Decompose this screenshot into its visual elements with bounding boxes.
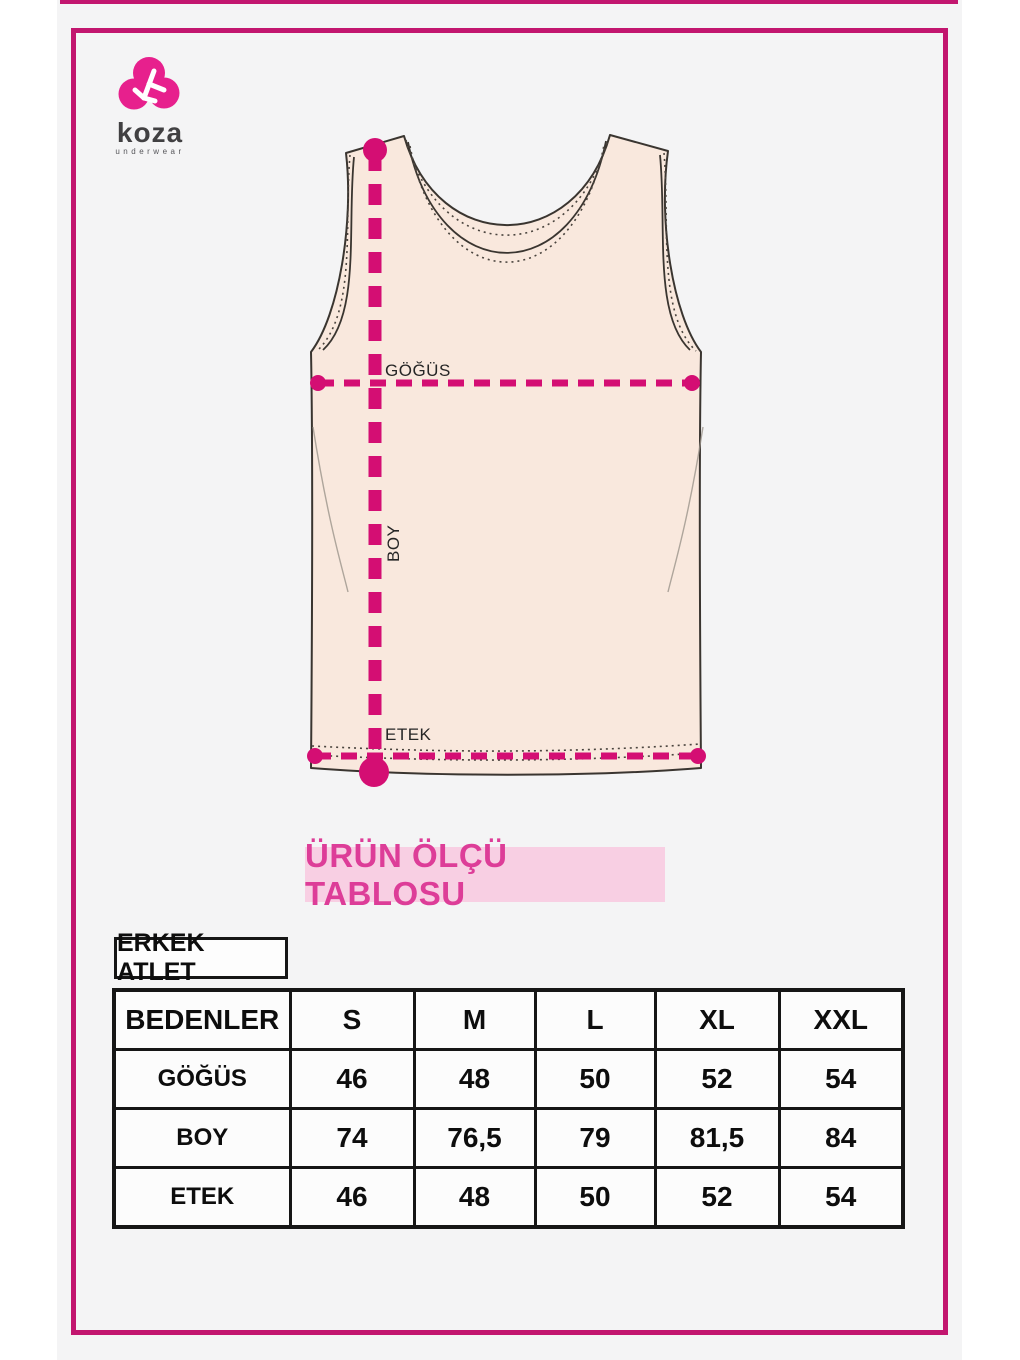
length-top-dot bbox=[363, 138, 387, 162]
hem-s: 46 bbox=[290, 1168, 414, 1228]
table-row-length bbox=[114, 1109, 903, 1168]
chest-l: 50 bbox=[535, 1050, 655, 1109]
product-label-box bbox=[114, 929, 288, 986]
col-header-sizes: BEDENLER bbox=[114, 990, 290, 1050]
chest-xxl: 54 bbox=[779, 1050, 903, 1109]
row-label-hem: ETEK bbox=[114, 1168, 290, 1228]
koza-trefoil-icon bbox=[118, 56, 182, 114]
brand-name: koza bbox=[116, 117, 184, 148]
row-label-length: BOY bbox=[114, 1109, 290, 1168]
product-label-text: ERKEK ATLET bbox=[117, 929, 205, 986]
col-header-xl: XL bbox=[655, 990, 779, 1050]
size-table-header-row bbox=[114, 990, 903, 1050]
col-header-l: L bbox=[535, 990, 655, 1050]
row-label-chest: GÖĞÜS bbox=[114, 1050, 290, 1109]
col-header-s: S bbox=[290, 990, 414, 1050]
length-xxl: 84 bbox=[779, 1109, 903, 1168]
top-edge-line bbox=[60, 0, 958, 4]
hem-xxl: 54 bbox=[779, 1168, 903, 1228]
length-xl: 81,5 bbox=[655, 1109, 779, 1168]
chest-s: 46 bbox=[290, 1050, 414, 1109]
length-bottom-dot bbox=[359, 757, 389, 787]
brand-tagline: underwear bbox=[115, 147, 185, 156]
size-table-banner bbox=[305, 836, 665, 912]
chest-right-dot bbox=[684, 375, 700, 391]
col-header-xxl: XXL bbox=[779, 990, 903, 1050]
col-header-m: M bbox=[414, 990, 535, 1050]
table-row-chest bbox=[114, 1050, 903, 1109]
hem-left-dot bbox=[307, 748, 323, 764]
chest-m: 48 bbox=[414, 1050, 535, 1109]
table-row-hem bbox=[114, 1168, 903, 1228]
tank-top-diagram bbox=[298, 122, 718, 792]
hem-l: 50 bbox=[535, 1168, 655, 1228]
length-l: 79 bbox=[535, 1109, 655, 1168]
hem-xl: 52 bbox=[655, 1168, 779, 1228]
length-s: 74 bbox=[290, 1109, 414, 1168]
banner-title: ÜRÜN ÖLÇÜ TABLOSU bbox=[305, 836, 508, 912]
chest-left-dot bbox=[310, 375, 326, 391]
chest-xl: 52 bbox=[655, 1050, 779, 1109]
length-measure-label: BOY bbox=[384, 524, 403, 562]
chest-measure-label: GÖĞÜS bbox=[385, 361, 451, 380]
hem-measure-label: ETEK bbox=[385, 725, 432, 744]
length-m: 76,5 bbox=[414, 1109, 535, 1168]
size-table bbox=[112, 988, 905, 1229]
hem-right-dot bbox=[690, 748, 706, 764]
brand-logo bbox=[110, 56, 190, 156]
hem-m: 48 bbox=[414, 1168, 535, 1228]
